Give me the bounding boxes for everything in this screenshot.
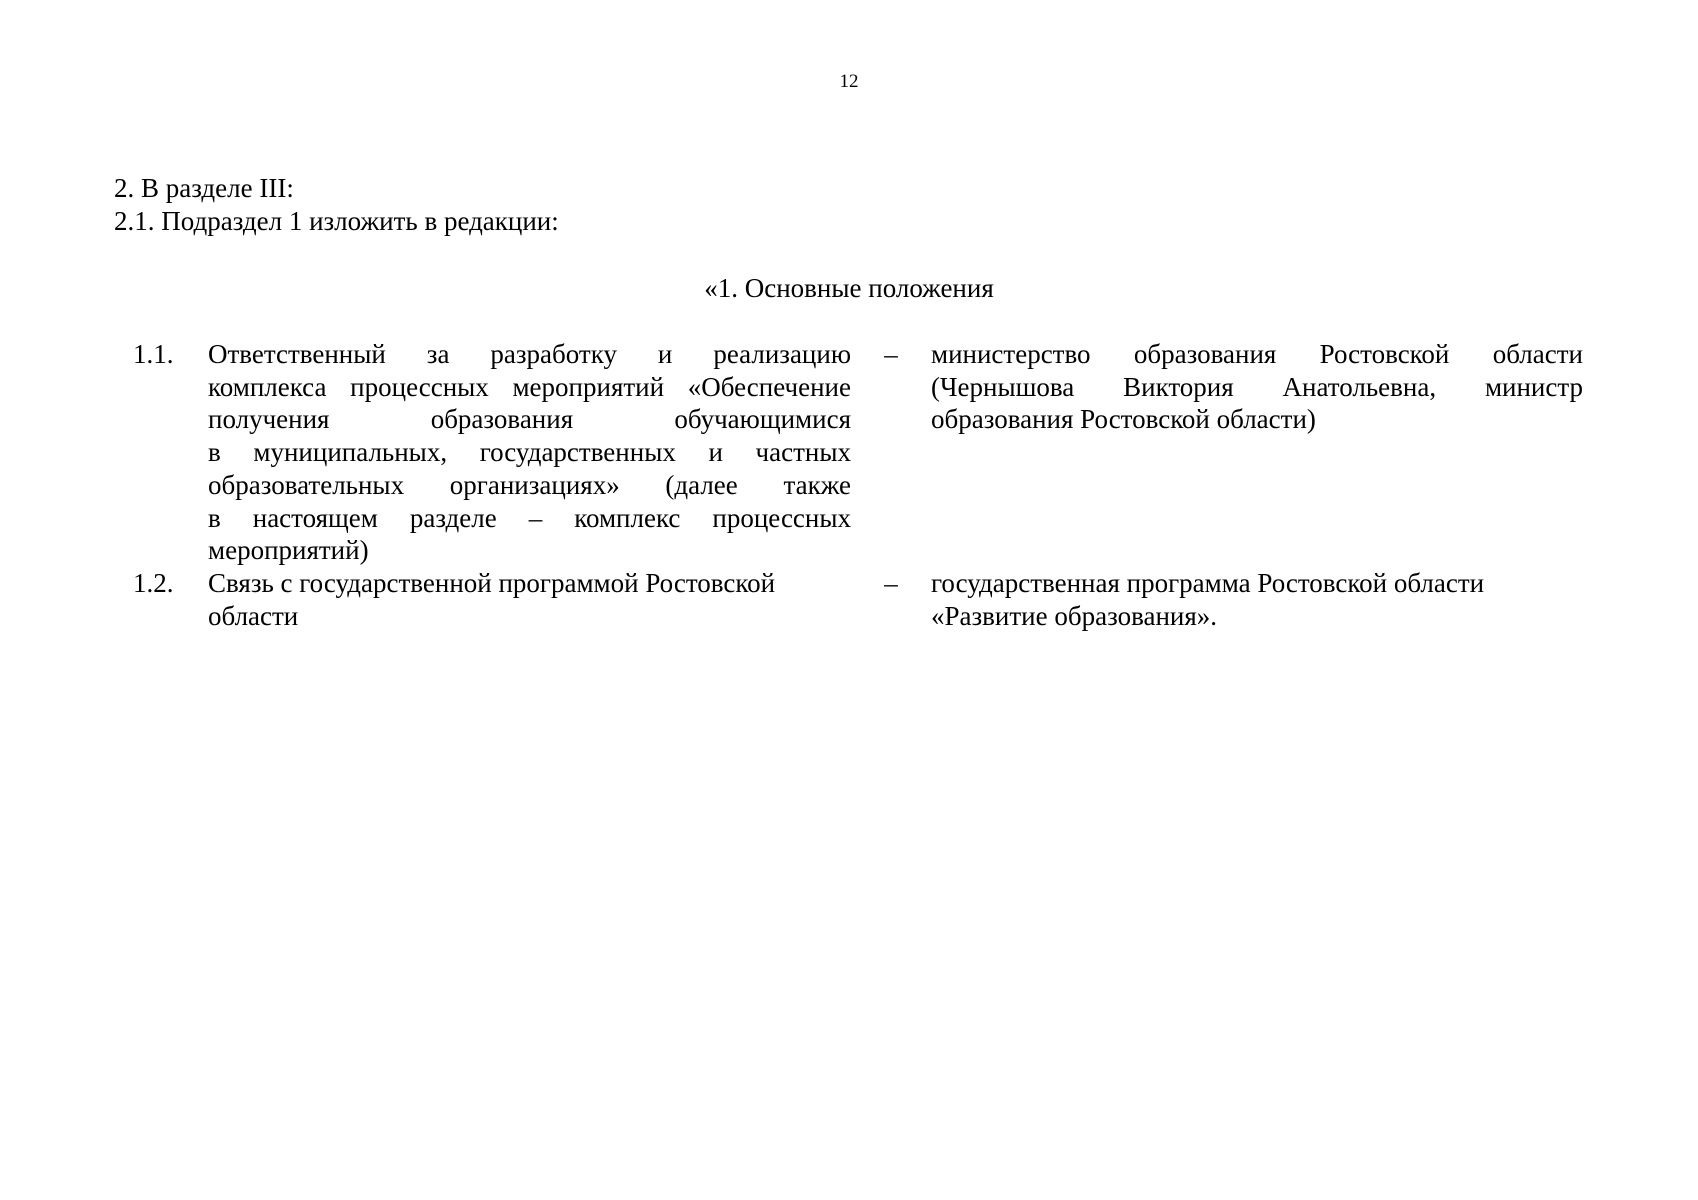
intro-line-subsection: 2.1. Подраздел 1 изложить в редакции: xyxy=(114,206,559,236)
item-dash: – xyxy=(884,567,898,598)
item-label-line: Ответственный за разработку и реализацию xyxy=(208,339,851,369)
item-label-line: в муниципальных, государственных и частных xyxy=(208,437,851,468)
item-value xyxy=(931,338,1583,567)
item-value-line: государственная программа Ростовской области xyxy=(931,567,1485,598)
item-value xyxy=(931,567,1583,632)
section-title: «1. Основные положения xyxy=(704,273,994,303)
item-value-line: (Чернышова Виктория Анатольевна, министр xyxy=(931,371,1583,402)
item-label-line: мероприятий) xyxy=(208,535,369,566)
item-value-line: «Развитие образования». xyxy=(931,600,1218,631)
intro-line-section: 2. В разделе III: xyxy=(114,173,294,203)
item-number: 1.2. xyxy=(133,567,174,598)
provision-item xyxy=(133,338,1583,567)
item-label xyxy=(208,567,851,632)
item-label-line: Связь с государственной программой Ростовской xyxy=(208,567,776,598)
item-label-line: образовательных организациях» (далее также xyxy=(208,469,851,500)
item-label xyxy=(208,338,851,567)
intro-block xyxy=(114,172,559,238)
item-label-line: комплекса процессных мероприятий «Обеспечение xyxy=(208,371,851,402)
page-number: 12 xyxy=(839,71,859,92)
provisions-list xyxy=(133,338,1583,632)
item-value-line: образования Ростовской области) xyxy=(931,404,1316,435)
item-label-line: в настоящем разделе – комплекс процессных xyxy=(208,502,851,533)
provision-item xyxy=(133,567,1583,632)
item-value-line: министерство образования Ростовской области xyxy=(931,339,1583,369)
item-number: 1.1. xyxy=(133,339,174,369)
item-label-line: области xyxy=(208,600,299,631)
item-dash: – xyxy=(884,339,898,369)
item-label-line: получения образования обучающимися xyxy=(208,404,851,435)
